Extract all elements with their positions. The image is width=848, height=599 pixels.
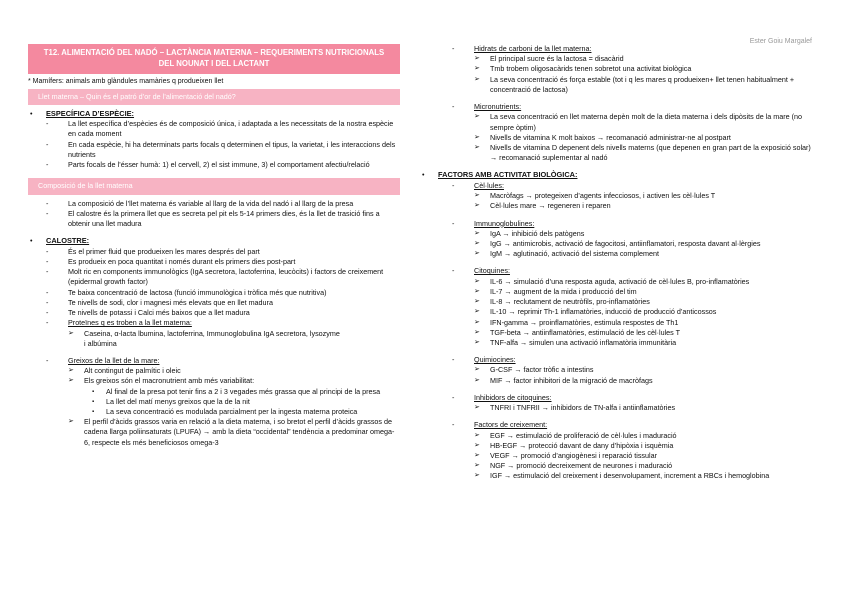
arrow-icon: ➢	[474, 143, 480, 151]
dash-icon: -	[46, 139, 49, 149]
dash-icon: -	[452, 355, 455, 365]
immuno-heading: Immunoglobulines:	[474, 218, 535, 228]
especifica-heading: ESPECÍFICA D’ESPÈCIE:	[46, 108, 135, 118]
dash-icon: -	[46, 355, 49, 365]
list-item: - La llet específica d’espècies és de composició única, i adaptada a les necessitats de la nostra espècie en cada moment	[46, 119, 394, 139]
dash-icon: -	[46, 208, 49, 218]
dash-icon: -	[452, 392, 455, 402]
arrow-icon: ➢	[68, 418, 74, 426]
left-column	[28, 44, 400, 448]
square-bullet-icon: ▪	[92, 398, 95, 405]
list-item: ➢ IgG → antimicrobis, activació de fagocitosi, antiinflamatori, resposta davant al·lèrgies	[474, 239, 761, 249]
inhibidors-heading-row	[434, 393, 816, 403]
dash-icon: -	[46, 308, 49, 318]
list-item: ➢ VEGF → promoció d’angiogènesi i reparació tissular	[474, 450, 657, 460]
creixement-heading-row	[434, 420, 816, 430]
citoquines-heading: Citoquines:	[474, 266, 510, 276]
dash-icon: -	[46, 297, 49, 307]
list-item: ➢ IgM → aglutinació, activació del sistema complement	[474, 249, 659, 259]
arrow-icon: ➢	[474, 404, 480, 412]
list-item: ➢ Tmb trobem oligosacàrids tenen sobretot una activitat biològica	[474, 64, 692, 74]
list-item: ➢ IL-10 → reprimir Th-1 inflamatòries, inducció de producció d’anticossos	[474, 307, 717, 317]
arrow-icon: ➢	[474, 338, 480, 346]
dash-icon: -	[46, 246, 49, 256]
inhibidors-heading: Inhibidors de citoquines:	[474, 392, 552, 402]
right-column	[422, 44, 816, 482]
dash-icon: -	[452, 266, 455, 276]
title-banner: T12. ALIMENTACIÓ DEL NADÓ – LACTÀNCIA MATERNA – REQUERIMENTS NUTRICIONALS DEL NOUNAT I DEL LACTANT	[28, 44, 400, 74]
arrow-icon: ➢	[474, 240, 480, 248]
arrow-icon: ➢	[474, 287, 480, 295]
list-item: - És el primer fluid que produeixen les mares després del part	[46, 246, 260, 256]
list-item: ➢ IL-7 → augment de la mida i producció del tim	[474, 286, 637, 296]
greixos-heading: Greixos de la llet de la mare:	[68, 355, 160, 365]
list-item: - Parts focals de l’ésser humà: 1) el cervell, 2) el sist immune, 3) el comportament afectiu/relació	[46, 160, 370, 170]
list-item: ▪ Al final de la presa pot tenir fins a 2 i 3 vegades més grassa que al principi de la presa	[92, 386, 381, 396]
arrow-icon: ➢	[474, 65, 480, 73]
arrow-icon: ➢	[474, 55, 480, 63]
dash-icon: -	[452, 180, 455, 190]
list-item: ➢ IFN-gamma → proinflamatòries, estimula respostes de Th1	[474, 317, 679, 327]
list-item: - En cada espècie, hi ha determinats parts focals q determinen el tipus, la varietat, i les interaccions dels nutrients	[46, 139, 396, 159]
dash-icon: -	[46, 318, 49, 328]
bullet-icon: •	[30, 108, 33, 118]
dash-icon: -	[46, 256, 49, 266]
quimiocines-heading-row	[434, 355, 816, 365]
arrow-icon: ➢	[474, 328, 480, 336]
list-item: - Molt ric en components immunològics (IgA secretora, lactoferrina, leucòcits) i factors de creixement (epidermal growth factor)	[46, 267, 384, 287]
dash-icon: -	[46, 160, 49, 170]
dash-icon: -	[46, 267, 49, 277]
list-item: ➢ Els greixos són el macronutrient amb més variabilitat:	[68, 376, 255, 386]
list-item: ➢ La seva concentració en llet materna depèn molt de la dieta materna i dels dipòsits de la mare (no sempre òptim)	[474, 112, 803, 132]
list-item: ➢ IGF → estimulació del creixement i desenvolupament, increment a RBCs i hemoglobina	[474, 471, 770, 481]
dash-icon: -	[452, 218, 455, 228]
arrow-icon: ➢	[474, 192, 480, 200]
list-item: ➢ Macròfags → protegeixen d’agents infecciosos, i activen les cèl·lules T	[474, 191, 716, 201]
quimiocines-heading: Quimiocines:	[474, 355, 516, 365]
immuno-heading-row	[434, 219, 816, 229]
list-item: ➢ IL-8 → reclutament de neutròfils, pro-inflamatòries	[474, 297, 650, 307]
arrow-icon: ➢	[68, 377, 74, 385]
list-item: ➢ El perfil d’àcids grassos varia en relació a la dieta materna, i so bretot el perfil d’àcids grassos de cadena llarga poliinsaturats (LPUFA) → amb la dieta “occidental” tendència a predominar omega-6, respecte els més beneficiosos omega-3	[68, 417, 395, 447]
calostre-heading-row	[28, 236, 400, 247]
list-item: ➢ NGF → promoció decreixement de neurones i maduració	[474, 461, 673, 471]
list-item: ➢ Caseina, α-lacta lbumina, lactoferrina, Immunoglobulina IgA secretora, lysozyme i albúmina	[68, 328, 340, 348]
greixos-heading-row	[28, 356, 400, 366]
list-item: ➢ Nivells de vitamina D depenent dels nivells materns (que depenen en gran part de la exposició solar) → recomanació suplementar al nadó	[474, 142, 811, 163]
arrow-icon: ➢	[474, 451, 480, 459]
hidrats-heading: Hidrats de carboni de la llet materna:	[474, 44, 592, 53]
dash-icon: -	[452, 102, 455, 112]
list-item: ➢ Cèl·lules mare → regeneren i reparen	[474, 201, 611, 211]
list-item: ➢ G-CSF → factor tròfic a intestins	[474, 365, 594, 375]
dash-icon: -	[46, 198, 49, 208]
arrow-icon: ➢	[474, 431, 480, 439]
arrow-icon: ➢	[474, 113, 480, 121]
cellules-heading-row	[434, 181, 816, 191]
banner-composicio: Composició de la llet materna	[28, 178, 400, 194]
arrow-icon: ➢	[474, 250, 480, 258]
arrow-icon: ➢	[474, 376, 480, 384]
square-bullet-icon: ▪	[92, 388, 95, 395]
dash-icon: -	[452, 420, 455, 430]
arrow-icon: ➢	[474, 308, 480, 316]
list-item: - Te nivells de sodi, clor i magnesi més elevats que en llet madura	[46, 297, 273, 307]
factors-heading-row	[420, 170, 816, 181]
arrow-icon: ➢	[474, 462, 480, 470]
list-item: ➢ La seva concentració és força estable (tot i q les mares q produeixen+ llet tenen habitualment + concentració de lactosa)	[474, 74, 795, 94]
arrow-icon: ➢	[474, 472, 480, 480]
cellules-heading: Cèl·lules:	[474, 180, 504, 190]
arrow-icon: ➢	[474, 318, 480, 326]
list-item: ➢ HB-EGF → protecció davant de dany d’hipòxia i isquèmia	[474, 440, 674, 450]
list-item: - La composició de l’llet materna és variable al llarg de la vida del nadó i al llarg de la presa	[46, 198, 354, 208]
hidrats-heading-row	[434, 44, 816, 54]
arrow-icon: ➢	[474, 229, 480, 237]
dash-icon: -	[452, 44, 455, 53]
list-item: ➢ IgA → inhibició dels patògens	[474, 228, 585, 238]
list-item: ▪ La seva concentració es modulada parcialment per la ingesta materna proteica	[92, 407, 358, 417]
micronutrients-heading: Micronutrients:	[474, 102, 522, 112]
list-item: - Te baixa concentració de lactosa (funció immunològica i tròfica més que nutritiva)	[46, 287, 327, 297]
list-item: ▪ La llet del matí menys greixos que la de la nit	[92, 396, 250, 406]
micronutrients-heading-row	[434, 102, 816, 112]
list-item: ➢ El principal sucre és la lactosa = disacàrid	[474, 54, 624, 64]
list-item: ➢ EGF → estimulació de proliferació de cèl·lules i maduració	[474, 430, 677, 440]
calostre-heading: CALOSTRE:	[46, 236, 90, 246]
arrow-icon: ➢	[474, 366, 480, 374]
arrow-icon: ➢	[474, 202, 480, 210]
list-item: ➢ IL-6 → simulació d’una resposta aguda, activació de cèl·lules B, pro-inflamatòries	[474, 276, 750, 286]
citoquines-heading-row	[434, 266, 816, 276]
arrow-icon: ➢	[68, 367, 74, 375]
especifica-heading-row	[28, 109, 400, 120]
creixement-heading: Factors de creixement:	[474, 420, 548, 430]
dash-icon: -	[46, 287, 49, 297]
arrow-icon: ➢	[474, 75, 480, 83]
list-item: ➢ TNF-alfa → simulen una activació inflamatòria immunitària	[474, 337, 677, 347]
list-item: ➢ Nivells de vitamina K molt baixos → recomanació administrar-ne al postpart	[474, 132, 731, 142]
list-item: ➢ MIF → factor inhibitori de la migració de macròfags	[474, 375, 653, 385]
author-name: Ester Goiu Margalef	[749, 38, 812, 45]
factors-heading: FACTORS AMB ACTIVITAT BIOLÒGICA:	[438, 170, 578, 180]
proteines-heading: Proteïnes q es troben a la llet materna:	[68, 318, 192, 328]
arrow-icon: ➢	[474, 298, 480, 306]
list-item: ➢ TNFRI i TNFRII → inhibidors de TN-alfa i antiinflamatòries	[474, 403, 676, 413]
list-item: - El calostre és la primera llet que es secreta pel pit els 5-14 primers dies, és la llet de trasició fins a obtenir una llet madura	[46, 208, 380, 229]
mammifers-note: * Mamífers: animals amb glàndules mamàries q produeixen llet	[28, 77, 224, 85]
list-item: - Es produeix en poca quantitat i només durant els primers dies post-part	[46, 256, 296, 266]
arrow-icon: ➢	[474, 277, 480, 285]
bullet-icon: •	[30, 236, 33, 246]
arrow-icon: ➢	[474, 441, 480, 449]
proteines-heading-row	[28, 318, 400, 328]
bullet-icon: •	[422, 170, 425, 180]
arrow-icon: ➢	[68, 329, 74, 337]
list-item: - Te nivells de potassi i Calci més baixos que a llet madura	[46, 308, 250, 318]
arrow-icon: ➢	[474, 133, 480, 141]
list-item: ➢ TGF-beta → antiinflamatòries, estimulació de les cèl·lules T	[474, 327, 681, 337]
square-bullet-icon: ▪	[92, 409, 95, 416]
dash-icon: -	[46, 119, 49, 129]
banner-question: Llet materna – Quin és el patró d’or de l’alimentació del nadó?	[28, 89, 400, 105]
list-item: ➢ Alt contingut de palmític i oleic	[68, 366, 181, 376]
